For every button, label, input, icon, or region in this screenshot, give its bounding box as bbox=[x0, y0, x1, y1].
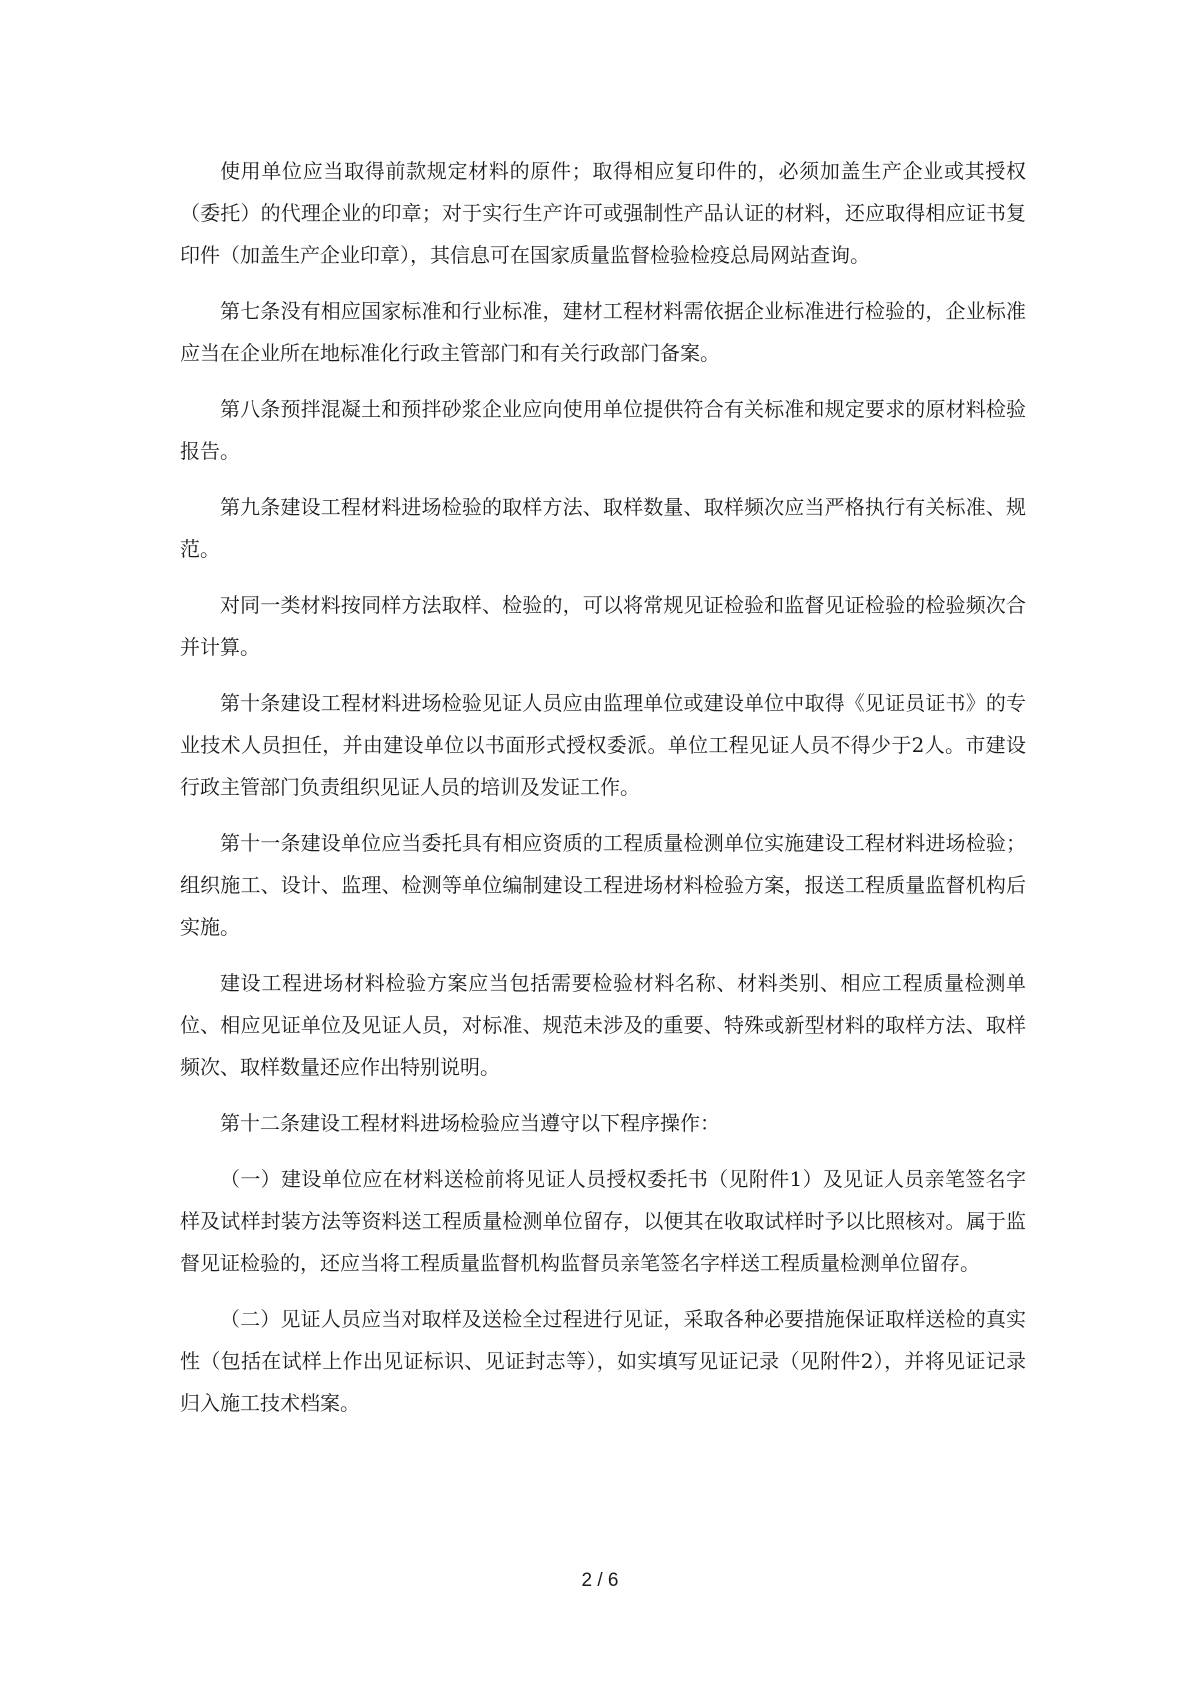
paragraph-article-11: 第十一条建设单位应当委托具有相应资质的工程质量检测单位实施建设工程材料进场检验；组织施工、设计、监理、检测等单位编制建设工程进场材料检验方案，报送工程质量监督机构后实施。 bbox=[180, 831, 1026, 939]
paragraph: 对同一类材料按同样方法取样、检验的，可以将常规见证检验和监督见证检验的检验频次合并计算。 bbox=[180, 593, 1026, 659]
page-number: 2 / 6 bbox=[581, 1570, 619, 1591]
paragraph-item-1: （一）建设单位应在材料送检前将见证人员授权委托书（见附件1）及见证人员亲笔签名字样及试样封装方法等资料送工程质量检测单位留存，以便其在收取试样时予以比照核对。属于监督见证检验的，还应当将工程质量监督机构监督员亲笔签名字样送工程质量检测单位留存。 bbox=[180, 1167, 1026, 1275]
paragraph-article-9: 第九条建设工程材料进场检验的取样方法、取样数量、取样频次应当严格执行有关标准、规范。 bbox=[180, 495, 1026, 561]
paragraph: 使用单位应当取得前款规定材料的原件；取得相应复印件的，必须加盖生产企业或其授权（委托）的代理企业的印章；对于实行生产许可或强制性产品认证的材料，还应取得相应证书复印件（加盖生产企业印章），其信息可在国家质量监督检验检疫总局网站查询。 bbox=[180, 159, 1026, 267]
paragraph-article-7: 第七条没有相应国家标准和行业标准，建材工程材料需依据企业标准进行检验的，企业标准应当在企业所在地标准化行政主管部门和有关行政部门备案。 bbox=[180, 299, 1026, 365]
paragraph-article-12: 第十二条建设工程材料进场检验应当遵守以下程序操作： bbox=[220, 1111, 720, 1135]
paragraph: 建设工程进场材料检验方案应当包括需要检验材料名称、材料类别、相应工程质量检测单位、相应见证单位及见证人员，对标准、规范未涉及的重要、特殊或新型材料的取样方法、取样频次、取样数量还应作出特别说明。 bbox=[180, 971, 1026, 1079]
paragraph-article-10: 第十条建设工程材料进场检验见证人员应由监理单位或建设单位中取得《见证员证书》的专业技术人员担任，并由建设单位以书面形式授权委派。单位工程见证人员不得少于2人。市建设行政主管部门负责组织见证人员的培训及发证工作。 bbox=[180, 691, 1026, 799]
paragraph-item-2: （二）见证人员应当对取样及送检全过程进行见证，采取各种必要措施保证取样送检的真实性（包括在试样上作出见证标识、见证封志等），如实填写见证记录（见附件2），并将见证记录归入施工技术档案。 bbox=[180, 1307, 1026, 1415]
document-body bbox=[180, 150, 1026, 1438]
paragraph-article-8: 第八条预拌混凝土和预拌砂浆企业应向使用单位提供符合有关标准和规定要求的原材料检验报告。 bbox=[180, 397, 1026, 463]
